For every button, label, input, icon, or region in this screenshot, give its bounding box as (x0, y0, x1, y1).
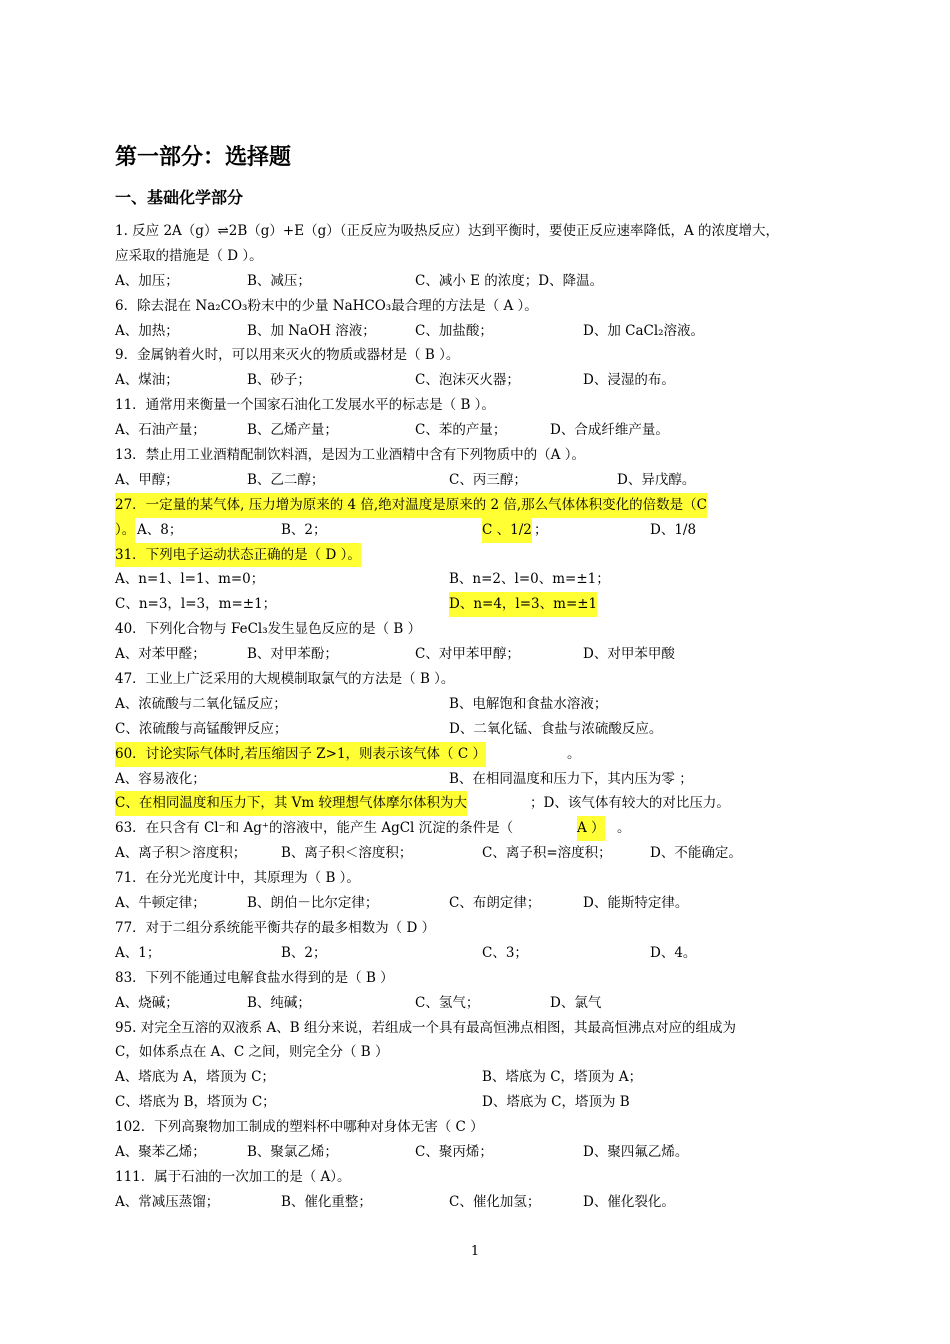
line-segment: A、石油产量； (115, 422, 206, 439)
line-segment: A、聚苯乙烯； (115, 1143, 206, 1160)
highlighted-text: C 、1/2 (482, 518, 532, 543)
line-segment: ； (534, 521, 548, 538)
line-segment: B、朗伯－比尔定律； (247, 895, 379, 912)
line-segment: A、加压； (115, 272, 179, 289)
line-segment: D、异戊醇。 (617, 471, 696, 488)
subsection-title: 一、基础化学部分 (115, 188, 244, 207)
text-line (115, 1016, 865, 1041)
line-segment: B、催化重整； (281, 1193, 372, 1210)
line-segment: A、烧碱； (115, 994, 179, 1011)
line-segment: 102．下列高聚物加工制成的塑料杯中哪种对身体无害（ C ） (115, 1119, 484, 1136)
text-line (115, 368, 865, 393)
line-segment: A、容易液化； (115, 770, 206, 787)
line-segment: A、浓硫酸与二氧化锰反应； (115, 695, 287, 712)
line-segment: D、浸湿的布。 (583, 372, 675, 389)
highlighted-text: A ） (577, 816, 605, 841)
text-line (115, 518, 865, 543)
text-line (115, 1065, 865, 1090)
line-segment: B、2； (281, 944, 327, 961)
text-line (115, 667, 865, 692)
text-line (115, 991, 865, 1016)
line-segment: A、1； (115, 944, 161, 961)
line-segment: D、二氧化锰、食盐与浓硫酸反应。 (449, 720, 663, 737)
line-segment: A、对苯甲醛； (115, 646, 206, 663)
text-line (115, 941, 865, 966)
text-line (115, 642, 865, 667)
line-segment: 。 (617, 820, 631, 837)
text-line (115, 443, 865, 468)
line-segment: D、氯气 (550, 994, 602, 1011)
text-line (115, 816, 865, 841)
text-line (115, 891, 865, 916)
line-segment: B、加 NaOH 溶液； (247, 322, 376, 339)
line-segment: D、催化裂化。 (583, 1193, 675, 1210)
line-segment: B、在相同温度和压力下，其内压为零 ； (449, 770, 693, 787)
text-line (115, 493, 865, 518)
line-segment: B、2； (281, 521, 327, 538)
text-line (115, 791, 865, 816)
text-line (115, 393, 865, 418)
line-segment: A、n=1、l=1、m=0； (115, 571, 265, 588)
text-line (115, 567, 865, 592)
text-line (115, 343, 865, 368)
line-segment: C，如体系点在 A、C 之间，则完全分（ B ） (115, 1044, 389, 1061)
line-segment: 6．除去混在 Na₂CO₃粉末中的少量 NaHCO₃最合理的方法是（ A ）。 (115, 297, 538, 314)
text-line (115, 1040, 865, 1065)
line-segment: B、电解饱和食盐水溶液； (449, 695, 608, 712)
line-segment: D、加 CaCl₂溶液。 (583, 322, 705, 339)
line-segment: 77．对于二组分系统能平衡共存的最多相数为（ D ） (115, 919, 436, 936)
line-segment: D、对甲苯甲酸 (583, 646, 675, 663)
text-line (115, 692, 865, 717)
line-segment: B、乙烯产量； (247, 422, 338, 439)
line-segment: C、减小 E 的浓度；D、降温。 (415, 272, 604, 289)
line-segment: A、牛顿定律； (115, 895, 206, 912)
line-segment: ；D、该气体有较大的对比压力。 (530, 795, 730, 812)
text-line (115, 468, 865, 493)
line-segment: B、对甲苯酚； (247, 646, 338, 663)
line-segment: 应采取的措施是（ D ）。 (115, 247, 263, 264)
line-segment: 。 (567, 745, 581, 762)
line-segment: B、纯碱； (247, 994, 311, 1011)
line-segment: C、丙三醇； (449, 471, 527, 488)
line-segment: 40．下列化合物与 FeCl₃发生显色反应的是（ B ） (115, 621, 422, 638)
line-segment: C、泡沫灭火器； (415, 372, 520, 389)
line-segment: 13．禁止用工业酒精配制饮料酒，是因为工业酒精中含有下列物质中的（A ）。 (115, 447, 585, 464)
line-segment: C、聚丙烯； (415, 1143, 493, 1160)
line-segment: C、加盐酸； (415, 322, 493, 339)
page-number: 1 (470, 1244, 480, 1259)
line-segment: 71．在分光光度计中，其原理为（ B ）。 (115, 870, 360, 887)
text-line (115, 1115, 865, 1140)
question-list (115, 219, 865, 1215)
section-title: 第一部分：选择题 (115, 145, 292, 170)
text-line (115, 1165, 865, 1190)
highlighted-text: 31．下列电子运动状态正确的是（ D ）。 (115, 543, 361, 568)
text-line (115, 767, 865, 792)
text-line (115, 1090, 865, 1115)
highlighted-text: D、n=4，l=3、m=±1 (449, 592, 597, 617)
text-line (115, 244, 865, 269)
highlighted-text: ）。 (115, 518, 135, 543)
line-segment: 95. 对完全互溶的双液系 A、B 组分来说，若组成一个具有最高恒沸点相图，其最高恒沸点对应的组成为 (115, 1019, 737, 1036)
line-segment: D、能斯特定律。 (583, 895, 689, 912)
line-segment: D、聚四氟乙烯。 (583, 1143, 689, 1160)
line-segment: B、砂子； (247, 372, 311, 389)
line-segment: C、催化加氢； (449, 1193, 541, 1210)
line-segment: B、乙二醇； (247, 471, 325, 488)
line-segment: A、常减压蒸馏； (115, 1193, 220, 1210)
line-segment: C、3； (482, 944, 528, 961)
text-line (115, 418, 865, 443)
line-segment: C、塔底为 B，塔顶为 C； (115, 1094, 276, 1111)
line-segment: C、离子积=溶度积； (482, 845, 612, 862)
line-segment: A、煤油； (115, 372, 179, 389)
text-line (115, 319, 865, 344)
line-segment: A、塔底为 A，塔顶为 C； (115, 1069, 275, 1086)
text-line (115, 742, 865, 767)
line-segment: C、氢气； (415, 994, 480, 1011)
text-line (115, 916, 865, 941)
line-segment: D、合成纤维产量。 (550, 422, 669, 439)
highlighted-text: 60．讨论实际气体时,若压缩因子 Z>1，则表示该气体（ C ） (115, 742, 486, 767)
line-segment: D、1/8 (650, 521, 697, 538)
text-line (115, 269, 865, 294)
line-segment: 11．通常用来衡量一个国家石油化工发展水平的标志是（ B ）。 (115, 397, 495, 414)
text-line (115, 1190, 865, 1215)
line-segment: C、布朗定律； (449, 895, 541, 912)
line-segment: D、塔底为 C，塔顶为 B (482, 1094, 630, 1111)
highlighted-text: C、在相同温度和压力下，其 Vm 较理想气体摩尔体积为大 (115, 791, 467, 816)
line-segment: 83．下列不能通过电解食盐水得到的是（ B ） (115, 969, 394, 986)
text-line (115, 841, 865, 866)
line-segment: B、减压； (247, 272, 311, 289)
line-segment: A、甲醇； (115, 471, 179, 488)
line-segment: A、加热； (115, 322, 179, 339)
line-segment: 63．在只含有 Cl⁻和 Ag⁺的溶液中，能产生 AgCl 沉淀的条件是（ (115, 820, 514, 837)
line-segment: C、苯的产量； (415, 422, 507, 439)
text-line (115, 717, 865, 742)
text-line (115, 543, 865, 568)
line-segment: C、n=3，l=3，m=±1； (115, 596, 277, 613)
line-segment: D、不能确定。 (650, 845, 742, 862)
line-segment: B、离子积＜溶度积； (281, 845, 413, 862)
text-line (115, 294, 865, 319)
text-line (115, 966, 865, 991)
highlighted-text: 27．一定量的某气体, 压力增为原来的 4 倍,绝对温度是原来的 2 倍,那么气体体积变化的倍数是（C (115, 493, 707, 518)
text-line (115, 866, 865, 891)
text-line (115, 1140, 865, 1165)
text-line (115, 617, 865, 642)
line-segment: C、对甲苯甲醇； (415, 646, 520, 663)
line-segment: 1. 反应 2A（g）⇌2B（g）+E（g）（正反应为吸热反应）达到平衡时，要使正反应速率降低，A 的浓度增大， (115, 223, 780, 239)
text-line (115, 592, 865, 617)
text-line (115, 219, 865, 244)
line-segment: A、8； (137, 521, 183, 538)
line-segment: A、离子积＞溶度积； (115, 845, 247, 862)
line-segment: B、聚氯乙烯； (247, 1143, 338, 1160)
line-segment: C、浓硫酸与高锰酸钾反应； (115, 720, 288, 737)
line-segment: B、n=2、l=0、m=±1； (449, 571, 610, 588)
line-segment: B、塔底为 C，塔顶为 A； (482, 1069, 643, 1086)
line-segment: D、4。 (650, 944, 697, 961)
line-segment: 9．金属钠着火时，可以用来灭火的物质或器材是（ B ）。 (115, 347, 460, 364)
line-segment: 47．工业上广泛采用的大规模制取氯气的方法是（ B ）。 (115, 671, 455, 688)
line-segment: 111．属于石油的一次加工的是（ A）。 (115, 1168, 351, 1185)
